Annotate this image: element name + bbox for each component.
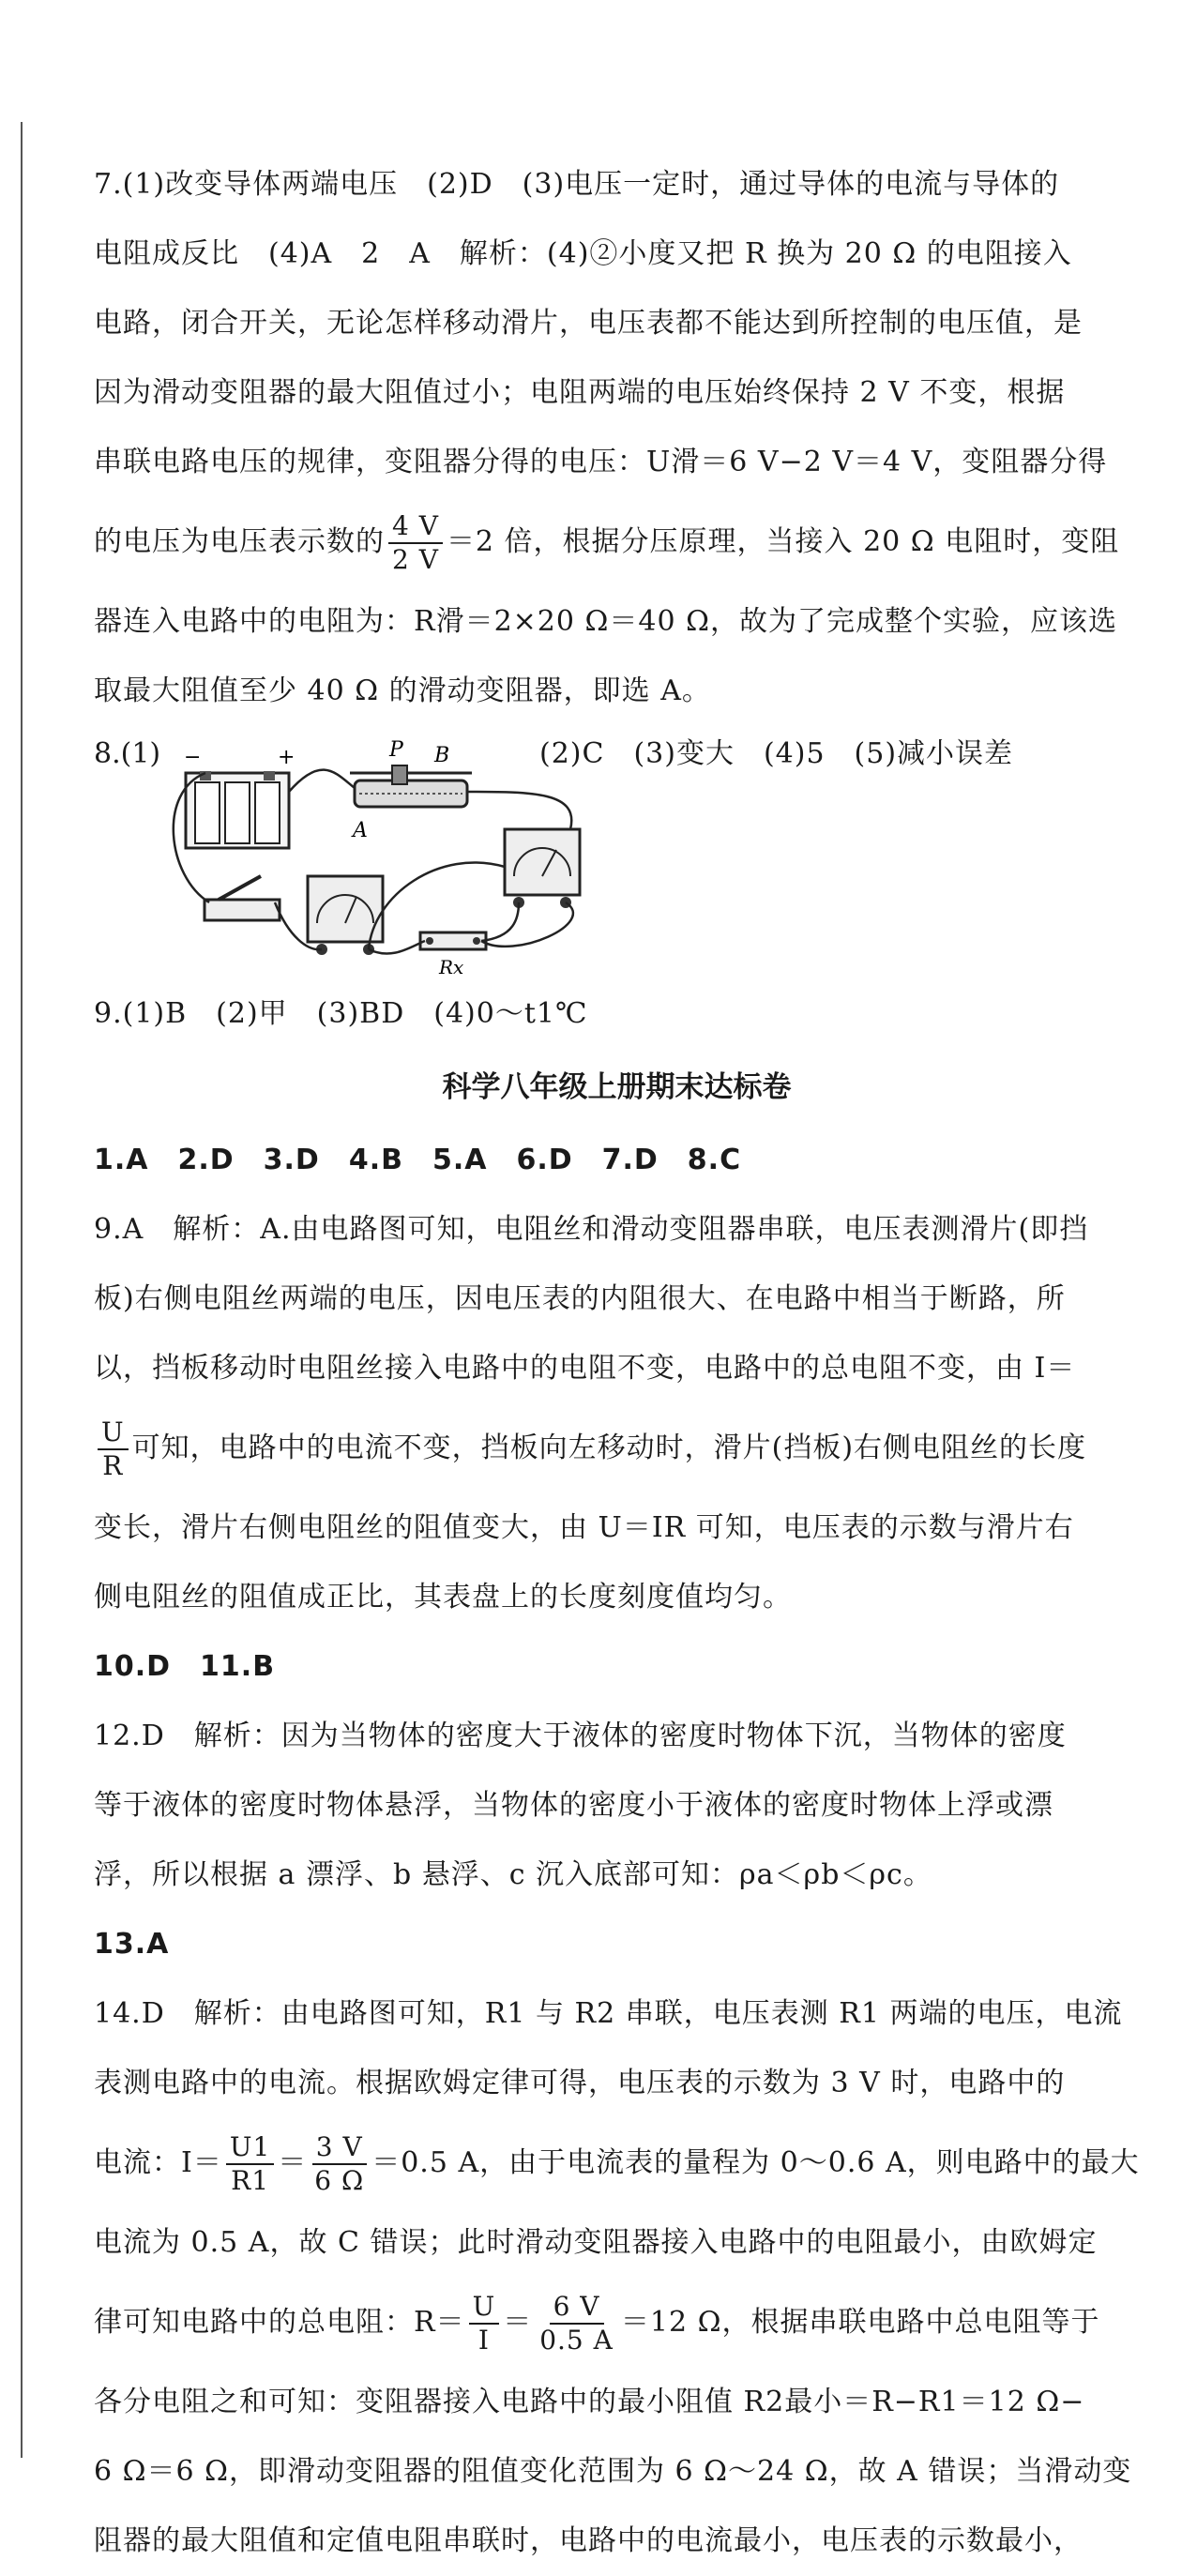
q7-line: 器连入电路中的电阻为：R滑＝2×20 Ω＝40 Ω，故为了完成整个实验，应该选 (94, 605, 1117, 638)
fraction-denominator: 6 Ω (314, 2165, 365, 2196)
a14-text: ＝ (278, 2146, 308, 2179)
fraction-denominator: R1 (231, 2165, 270, 2196)
b-label: B (434, 744, 450, 767)
fraction (388, 510, 443, 576)
a12-line: 12.D 解析：因为当物体的密度大于液体的密度时物体下沉，当物体的密度 (94, 1720, 1067, 1752)
answer-14 (94, 1979, 1140, 2576)
a14-text: ＝12 Ω，根据串联电路中总电阻等于 (620, 2306, 1100, 2339)
fraction-numerator: 4 V (388, 510, 443, 544)
switch-icon (205, 876, 280, 920)
a14-text: ＝0.5 A，由于电流表的量程为 0～0.6 A，则电路中的最大 (371, 2146, 1140, 2179)
section-title: 科学八年级上册期末达标卷 (442, 1070, 792, 1104)
voltmeter-icon (505, 829, 580, 908)
q7-line: 电路，闭合开关，无论怎样移动滑片，电压表都不能达到所控制的电压值，是 (94, 307, 1083, 340)
p-label: P (389, 738, 403, 762)
fraction-numerator: 6 V (550, 2291, 604, 2325)
fraction-denominator: 2 V (392, 544, 439, 575)
a14-text: 电流：I＝ (94, 2146, 222, 2179)
fraction-denominator: R (102, 1450, 124, 1481)
q7-text: 的电压为电压表示数的 (94, 525, 385, 558)
answer-12 (94, 1702, 1140, 1910)
multiple-choice-answers: 1.A 2.D 3.D 4.B 5.A 6.D 7.D 8.C (94, 1144, 742, 1176)
fraction (226, 2131, 274, 2197)
a14-line (94, 2278, 1140, 2368)
fraction (311, 2131, 368, 2197)
q7-line: 7.(1)改变导体两端电压 (2)D (3)电压一定时，通过导体的电流与导体的 (94, 168, 1060, 201)
answer-page (94, 150, 1140, 2576)
q7-line: 串联电路电压的规律，变阻器分得的电压：U滑＝6 V−2 V＝4 V，变阻器分得 (94, 446, 1108, 478)
a14-line: 表测电路中的电流。根据欧姆定律可得，电压表的示数为 3 V 时，电路中的 (94, 2067, 1066, 2099)
q7-text: ＝2 倍，根据分压原理，当接入 20 Ω 电阻时，变阻 (446, 525, 1120, 558)
question-7 (94, 150, 1140, 726)
ammeter-icon (308, 876, 383, 955)
fraction-numerator: U (469, 2291, 500, 2325)
a14-line: 阻器的最大阻值和定值电阻串联时，电路中的电流最小，电压表的示数最小， (94, 2524, 1083, 2557)
battery-icon (186, 771, 289, 848)
answer-13: 13.A (94, 1928, 170, 1961)
fraction-numerator: 3 V (312, 2131, 367, 2165)
a12-line: 等于液体的密度时物体悬浮，当物体的密度小于液体的密度时物体上浮或漂 (94, 1789, 1053, 1822)
q7-line (94, 497, 1140, 587)
rx-label: Rx (439, 956, 464, 978)
a9-line: 变长，滑片右侧电阻丝的阻值变大，由 U＝IR 可知，电压表的示数与滑片右 (94, 1511, 1074, 1544)
a-label: A (353, 819, 368, 842)
question-9: 9.(1)B (2)甲 (3)BD (4)0～t1℃ (94, 997, 588, 1030)
fraction-numerator: U (98, 1417, 129, 1450)
q7-line: 取最大阻值至少 40 Ω 的滑动变阻器，即选 A。 (94, 674, 711, 707)
plus-label: + (278, 746, 296, 769)
circuit-diagram (158, 735, 645, 979)
margin-line (21, 122, 23, 2458)
fraction (469, 2291, 500, 2356)
a14-line (94, 2118, 1140, 2208)
fraction-denominator: 0.5 A (539, 2325, 614, 2356)
a14-line: 电流为 0.5 A，故 C 错误；此时滑动变阻器接入电路中的电阻最小，由欧姆定 (94, 2226, 1098, 2259)
q8-answers: (2)C (3)变大 (4)5 (5)减小误差 (539, 737, 1014, 770)
a14-text: ＝ (503, 2306, 533, 2339)
a9-line: 以，挡板移动时电阻丝接入电路中的电阻不变，电路中的总电阻不变，由 I＝ (94, 1352, 1076, 1385)
a14-line: 6 Ω＝6 Ω，即滑动变阻器的阻值变化范围为 6 Ω～24 Ω，故 A 错误；当滑动变 (94, 2455, 1132, 2488)
answer-10-11: 10.D 11.B (94, 1650, 276, 1683)
resistor-icon (420, 932, 486, 949)
q7-line: 因为滑动变阻器的最大阻值过小；电阻两端的电压始终保持 2 V 不变，根据 (94, 376, 1066, 409)
minus-label: − (184, 746, 202, 769)
fraction (536, 2291, 617, 2356)
question-8 (94, 726, 1140, 979)
q7-line: 电阻成反比 (4)A 2 A 解析：(4)②小度又把 R 换为 20 Ω 的电阻接入 (94, 237, 1072, 270)
a14-line: 14.D 解析：由电路图可知，R1 与 R2 串联，电压表测 R1 两端的电压，电流 (94, 1997, 1123, 2030)
a9-line (94, 1403, 1140, 1493)
a14-text: 律可知电路中的总电阻：R＝ (94, 2306, 465, 2339)
a9-line: 板)右侧电阻丝两端的电压，因电压表的内阻很大、在电路中相当于断路，所 (94, 1282, 1066, 1315)
fraction-numerator: U1 (226, 2131, 274, 2165)
a9-line: 侧电阻丝的阻值成正比，其表盘上的长度刻度值均匀。 (94, 1581, 792, 1614)
answer-9 (94, 1195, 1140, 1632)
a9-line: 9.A 解析：A.由电路图可知，电阻丝和滑动变阻器串联，电压表测滑片(即挡 (94, 1213, 1089, 1246)
rheostat-icon (350, 765, 472, 807)
a14-line: 各分电阻之和可知：变阻器接入电路中的最小阻值 R2最小＝R−R1＝12 Ω− (94, 2386, 1085, 2418)
a9-text: 可知，电路中的电流不变，挡板向左移动时，滑片(挡板)右侧电阻丝的长度 (131, 1432, 1087, 1464)
q8-label: 8.(1) (94, 737, 161, 770)
a12-line: 浮，所以根据 a 漂浮、b 悬浮、c 沉入底部可知：ρa＜ρb＜ρc。 (94, 1858, 932, 1891)
fraction-denominator: I (477, 2325, 490, 2356)
fraction (98, 1417, 129, 1482)
